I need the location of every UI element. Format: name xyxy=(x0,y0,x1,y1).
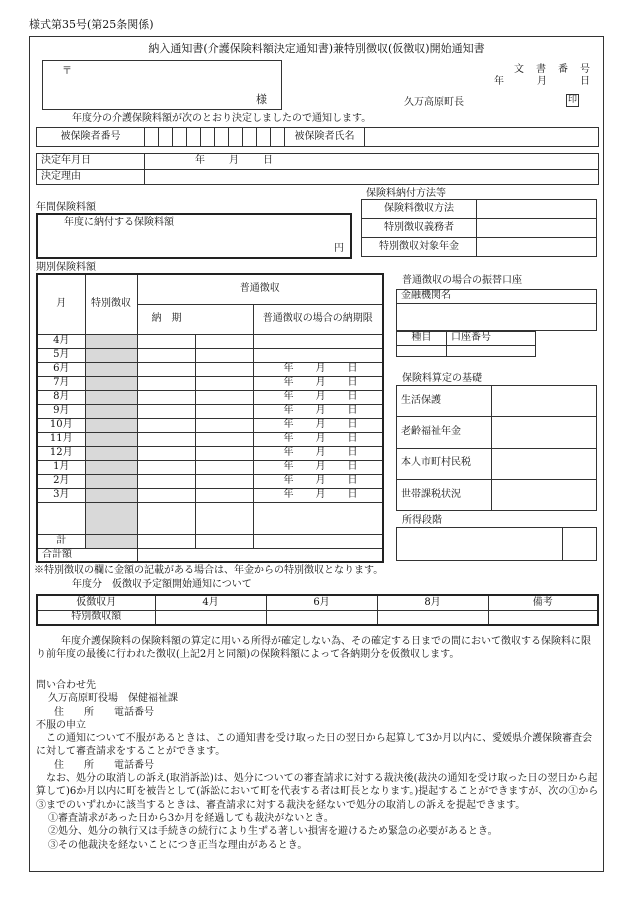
date-day-label: 日 xyxy=(580,76,591,87)
special-amount xyxy=(85,376,137,390)
regular-amount xyxy=(195,488,253,502)
grand-total-value xyxy=(137,548,383,562)
deadline-day-label: 日 xyxy=(347,460,358,472)
month-label: 6月 xyxy=(37,362,85,376)
month-row xyxy=(37,362,383,376)
form-number: 様式第35号(第25条関係) xyxy=(29,18,154,31)
deadline-month-label: 月 xyxy=(315,460,326,472)
regular-amount xyxy=(195,446,253,460)
payment-method-row-label: 特別徴収義務者 xyxy=(362,219,477,238)
digit-cell xyxy=(159,128,173,147)
total-cell xyxy=(137,534,195,548)
provisional-cell xyxy=(155,610,266,625)
grade-value-extra xyxy=(563,528,597,561)
account-type-label: 種目 xyxy=(397,332,447,346)
deadline-day-label: 日 xyxy=(347,376,358,388)
basis-section-label: 保険料算定の基礎 xyxy=(402,373,482,384)
special-amount xyxy=(85,474,137,488)
digit-cell xyxy=(201,128,215,147)
address-box xyxy=(42,60,282,110)
regular-period xyxy=(137,474,195,488)
special-amount xyxy=(85,418,137,432)
month-rows xyxy=(37,334,383,534)
special-amount xyxy=(85,404,137,418)
basis-table xyxy=(396,385,597,511)
annual-fiscal-label: 年度に納付する保険料額 xyxy=(64,217,174,228)
special-note: ※特別徴収の欄に金額の記載がある場合は、年金からの特別徴収となります。 xyxy=(34,565,384,576)
payment-method-section-label: 保険料納付方法等 xyxy=(366,188,446,199)
special-amount xyxy=(85,390,137,404)
document-number-block xyxy=(494,64,591,88)
deadline-year-label: 年 xyxy=(283,404,294,416)
deadline-date xyxy=(253,362,383,376)
deadline-month-label: 月 xyxy=(315,488,326,500)
digit-cell xyxy=(257,128,271,147)
regular-amount xyxy=(195,390,253,404)
seal-mark: 印 xyxy=(567,95,577,105)
grand-total-label: 合計額 xyxy=(37,548,137,562)
regular-period xyxy=(137,404,195,418)
regular-amount xyxy=(195,418,253,432)
provisional-header: 6月 xyxy=(266,595,377,610)
periodic-section-label: 期別保険料額 xyxy=(36,262,96,273)
month-row xyxy=(37,348,383,362)
appeal-item: ②処分、処分の執行又は手続きの続行により生ずる著しい損害を避けるため緊急の必要があるとき。 xyxy=(48,826,498,838)
date-month-label: 月 xyxy=(537,76,548,87)
deadline-date xyxy=(253,460,383,474)
payment-method-row-label: 保険料徴収方法 xyxy=(362,200,477,219)
account-number-label: 口座番号 xyxy=(447,332,536,346)
month-label: 8月 xyxy=(37,390,85,404)
provisional-header-month: 仮徴収月 xyxy=(37,595,155,610)
inquiry-block xyxy=(36,679,599,852)
postal-mark: 〒 xyxy=(62,66,72,77)
provisional-cell xyxy=(266,610,377,625)
account-number-value xyxy=(447,345,536,357)
total-label: 計 xyxy=(37,534,85,548)
provisional-paragraph: 年度介護保険料の保険料額の算定に用いる所得が確定しない為、その確定する日までの間において徴収する保険料に限り前年度の最後に行われた徴収(上記2月と同額)の保険料額によって各納期分を仮徴収します。 xyxy=(36,636,591,661)
deadline-date xyxy=(253,446,383,460)
month-label: 9月 xyxy=(37,404,85,418)
month-label: 1月 xyxy=(37,460,85,474)
special-amount xyxy=(85,446,137,460)
col-period-header: 納 期 xyxy=(137,304,253,334)
basis-row-label: 世帯課税状況 xyxy=(397,479,492,510)
total-special xyxy=(85,534,137,548)
spacer-cell xyxy=(195,502,253,534)
month-row xyxy=(37,460,383,474)
deadline-month-label: 月 xyxy=(315,446,326,458)
deadline-year-label: 年 xyxy=(283,390,294,402)
periodic-table xyxy=(36,273,384,563)
total-cell xyxy=(253,534,383,548)
deadline-month-label: 月 xyxy=(315,474,326,486)
basis-row-value xyxy=(492,479,597,510)
digit-cell xyxy=(271,128,285,147)
deadline-date xyxy=(253,418,383,432)
provisional-title: 年度分 仮徴収予定額開始通知について xyxy=(72,579,252,590)
month-label: 5月 xyxy=(37,348,85,362)
col-regular-header: 普通徴収 xyxy=(137,274,383,304)
col-special-header: 特別徴収 xyxy=(85,274,137,334)
doc-number-label: 文 書 番 号 xyxy=(514,64,591,75)
provisional-table xyxy=(36,594,599,626)
decision-date-label: 決定年月日 xyxy=(37,154,145,170)
regular-period xyxy=(137,334,195,348)
regular-period xyxy=(137,432,195,446)
month-row xyxy=(37,474,383,488)
regular-period xyxy=(137,362,195,376)
regular-amount xyxy=(195,460,253,474)
special-amount xyxy=(85,348,137,362)
inquiry-address-phone: 住 所 電話番号 xyxy=(54,706,154,718)
spacer-cell xyxy=(37,502,85,534)
payment-method-value xyxy=(477,219,597,238)
deadline-year-label: 年 xyxy=(283,362,294,374)
deadline-day-label: 日 xyxy=(347,488,358,500)
regular-amount xyxy=(195,334,253,348)
regular-amount xyxy=(195,376,253,390)
digit-cell xyxy=(243,128,257,147)
deadline-month-label: 月 xyxy=(315,418,326,430)
deadline-date xyxy=(253,334,383,348)
basis-row-label: 本人市町村民税 xyxy=(397,448,492,479)
special-amount xyxy=(85,432,137,446)
deadline-day-label: 日 xyxy=(347,474,358,486)
month-row xyxy=(37,334,383,348)
deadline-date xyxy=(253,432,383,446)
appeal-item: ①審査請求があった日から3か月を経過しても裁決がないとき。 xyxy=(48,812,334,824)
month-row xyxy=(37,390,383,404)
deadline-date xyxy=(253,474,383,488)
payment-method-value xyxy=(477,238,597,257)
regular-period xyxy=(137,460,195,474)
digit-cell xyxy=(145,128,159,147)
month-row xyxy=(37,446,383,460)
provisional-cell xyxy=(377,610,488,625)
deadline-year-label: 年 xyxy=(283,446,294,458)
deadline-day-label: 日 xyxy=(347,432,358,444)
special-amount xyxy=(85,362,137,376)
spacer-cell xyxy=(85,502,137,534)
regular-amount xyxy=(195,348,253,362)
month-row-spacer xyxy=(37,502,383,534)
regular-amount xyxy=(195,432,253,446)
inquiry-heading: 問い合わせ先 xyxy=(36,680,96,691)
digit-cell xyxy=(187,128,201,147)
provisional-row-label: 特別徴収額 xyxy=(37,610,155,625)
bank-section-label: 普通徴収の場合の振替口座 xyxy=(402,275,522,286)
grade-table xyxy=(396,527,597,561)
insured-name-label: 被保険者氏名 xyxy=(285,128,365,147)
month-label: 11月 xyxy=(37,432,85,446)
provisional-header: 8月 xyxy=(377,595,488,610)
deadline-month-label: 月 xyxy=(315,432,326,444)
account-type-value xyxy=(397,345,447,357)
regular-period xyxy=(137,488,195,502)
bank-institution-value xyxy=(397,304,597,331)
appeal-address-phone: 住 所 電話番号 xyxy=(54,759,154,771)
deadline-month-label: 月 xyxy=(315,404,326,416)
grade-label: 所得段階 xyxy=(402,515,442,526)
deadline-year-label: 年 xyxy=(283,488,294,500)
decision-reason-label: 決定理由 xyxy=(37,169,145,185)
deadline-date xyxy=(253,404,383,418)
appeal-paragraph-2: なお、処分の取消しの訴え(取消訴訟)は、処分についての審査請求に対する裁決後(裁決の通知を受け取った日の翌日から起算して)6か月以内に町を被告として(訴訟において町を代表する者は町長となります。)提起することができますが、次の①から③までのいずれかに該当するときは、審査請求に対する裁決を経ないで処分の取消しの訴えを提起できます。 xyxy=(36,773,599,811)
basis-row-label: 生活保護 xyxy=(397,386,492,417)
deadline-day-label: 日 xyxy=(347,390,358,402)
doc-date xyxy=(494,76,591,88)
insured-table xyxy=(36,127,599,147)
basis-row-value xyxy=(492,386,597,417)
regular-amount xyxy=(195,474,253,488)
digit-cell xyxy=(215,128,229,147)
deadline-month-label: 月 xyxy=(315,390,326,402)
deadline-year-label: 年 xyxy=(283,418,294,430)
appeal-heading: 不服の申立 xyxy=(36,719,86,731)
deadline-day-label: 日 xyxy=(347,418,358,430)
notice-text: 年度分の介護保険料額が次のとおり決定しましたので通知します。 xyxy=(72,113,372,124)
special-amount xyxy=(85,460,137,474)
month-row xyxy=(37,376,383,390)
appeal-paragraph-1: この通知について不服があるときは、この通知書を受け取った日の翌日から起算して3か月以内に、愛媛県介護保険審査会に対して審査請求をすることができます。 xyxy=(36,733,593,758)
deadline-date xyxy=(253,488,383,502)
month-label: 2月 xyxy=(37,474,85,488)
total-cell xyxy=(195,534,253,548)
deadline-date xyxy=(253,376,383,390)
special-amount xyxy=(85,488,137,502)
deadline-month-label: 月 xyxy=(315,362,326,374)
annual-section-label: 年間保険料額 xyxy=(36,202,96,213)
month-label: 4月 xyxy=(37,334,85,348)
annual-yen: 円 xyxy=(334,242,344,254)
digit-cell xyxy=(229,128,243,147)
decision-year: 年 xyxy=(195,155,205,166)
regular-amount xyxy=(195,362,253,376)
insured-number-label: 被保険者番号 xyxy=(37,128,145,147)
month-row xyxy=(37,418,383,432)
deadline-year-label: 年 xyxy=(283,474,294,486)
decision-date-value xyxy=(145,154,599,170)
deadline-date xyxy=(253,348,383,362)
payment-method-table xyxy=(361,199,597,257)
mayor-name: 久万高原町長 xyxy=(404,97,464,108)
grade-value xyxy=(397,528,563,561)
provisional-header-remarks: 備考 xyxy=(488,595,598,610)
deadline-day-label: 日 xyxy=(347,362,358,374)
decision-table xyxy=(36,153,599,185)
appeal-item: ③その他裁決を経ないことにつき正当な理由があるとき。 xyxy=(48,839,308,851)
month-label: 3月 xyxy=(37,488,85,502)
payment-method-value xyxy=(477,200,597,219)
col-month-header: 月 xyxy=(37,274,85,334)
month-label: 7月 xyxy=(37,376,85,390)
regular-period xyxy=(137,418,195,432)
document-title: 納入通知書(介護保険料額決定通知書)兼特別徴収(仮徴収)開始通知書 xyxy=(148,42,485,55)
honorific-sama: 様 xyxy=(256,93,267,106)
spacer-cell xyxy=(253,502,383,534)
annual-premium-box xyxy=(36,213,352,259)
col-deadline-header: 普通徴収の場合の納期限 xyxy=(253,304,383,334)
deadline-day-label: 日 xyxy=(347,446,358,458)
special-amount xyxy=(85,334,137,348)
account-table xyxy=(396,331,536,357)
month-row xyxy=(37,404,383,418)
regular-amount xyxy=(195,404,253,418)
bank-institution-label: 金融機関名 xyxy=(397,290,597,304)
month-label: 12月 xyxy=(37,446,85,460)
provisional-header: 4月 xyxy=(155,595,266,610)
form-frame xyxy=(29,36,604,872)
deadline-month-label: 月 xyxy=(315,376,326,388)
decision-reason-value xyxy=(145,169,599,185)
insured-name-value xyxy=(365,128,599,147)
month-row xyxy=(37,432,383,446)
basis-row-value xyxy=(492,448,597,479)
month-label: 10月 xyxy=(37,418,85,432)
basis-row-label: 老齢福祉年金 xyxy=(397,417,492,448)
month-row xyxy=(37,488,383,502)
digit-cell xyxy=(173,128,187,147)
spacer-cell xyxy=(137,502,195,534)
deadline-year-label: 年 xyxy=(283,376,294,388)
deadline-day-label: 日 xyxy=(347,404,358,416)
decision-day: 日 xyxy=(263,155,273,166)
regular-period xyxy=(137,376,195,390)
regular-period xyxy=(137,390,195,404)
payment-method-row-label: 特別徴収対象年金 xyxy=(362,238,477,257)
bank-table xyxy=(396,289,597,331)
deadline-year-label: 年 xyxy=(283,460,294,472)
regular-period xyxy=(137,446,195,460)
regular-period xyxy=(137,348,195,362)
deadline-year-label: 年 xyxy=(283,432,294,444)
decision-month: 月 xyxy=(229,155,239,166)
basis-row-value xyxy=(492,417,597,448)
deadline-date xyxy=(253,390,383,404)
inquiry-office: 久万高原町役場 保健福祉課 xyxy=(48,693,178,705)
provisional-cell xyxy=(488,610,598,625)
date-year-label: 年 xyxy=(494,76,505,87)
